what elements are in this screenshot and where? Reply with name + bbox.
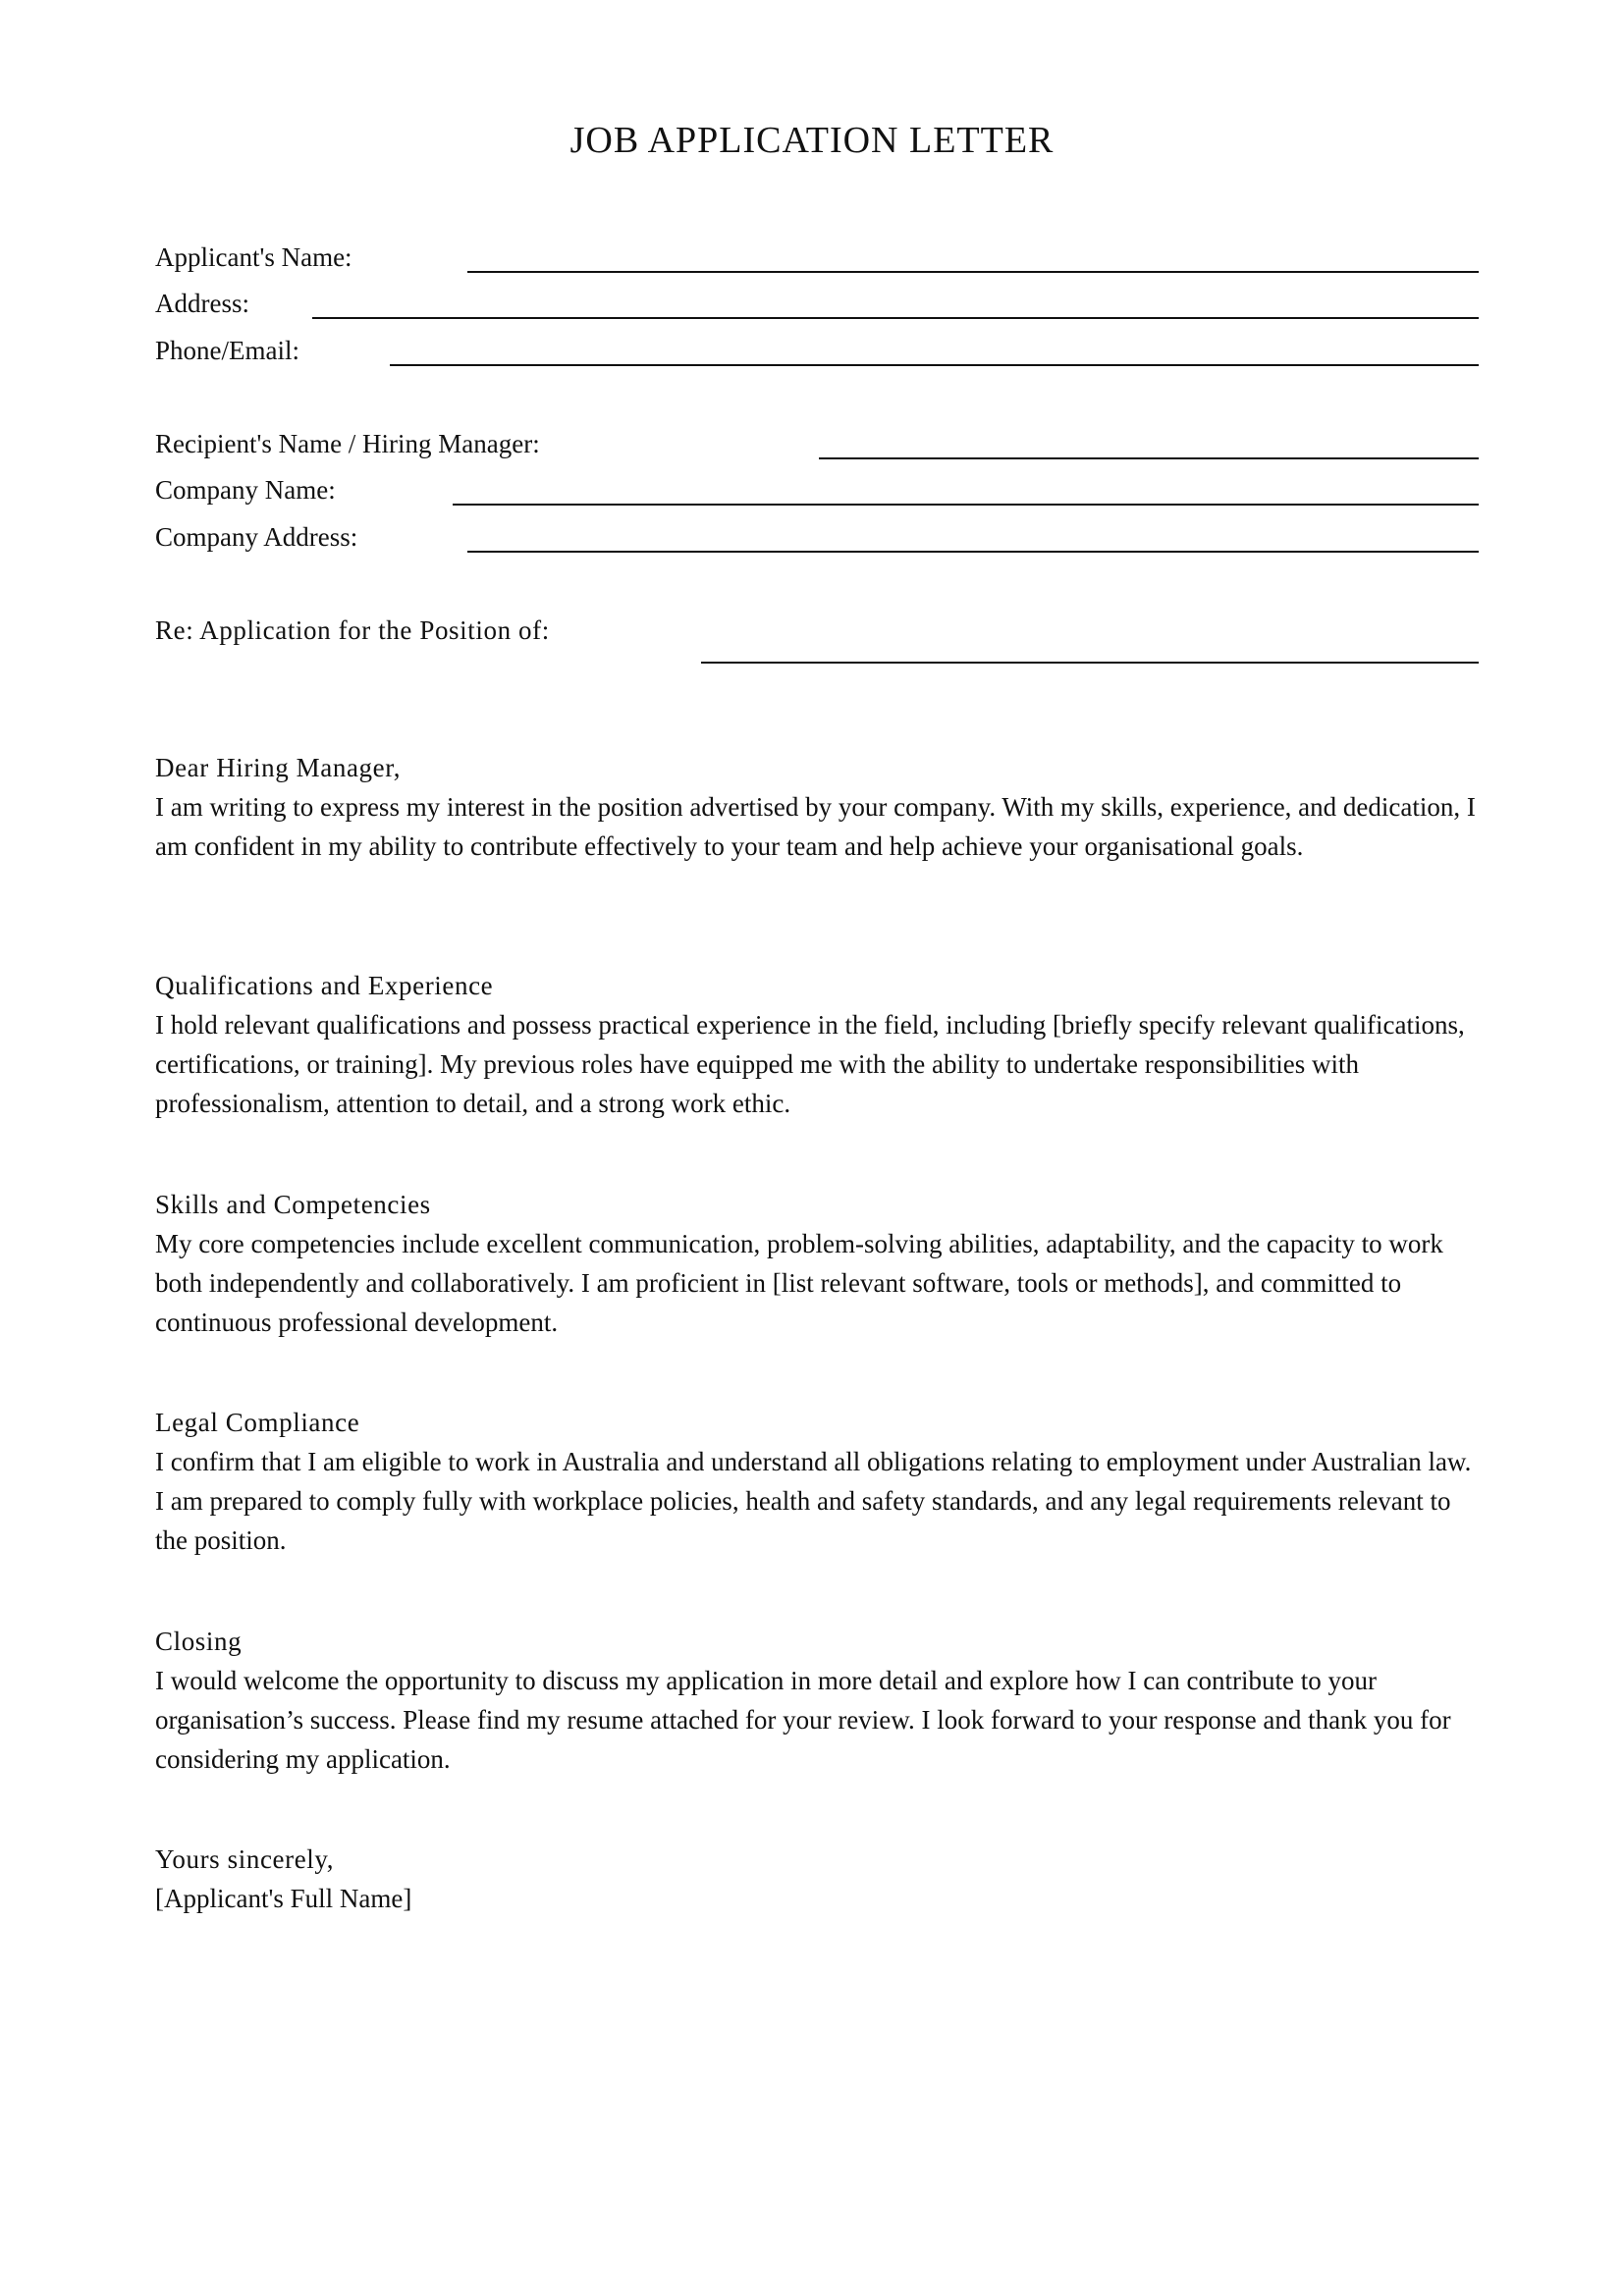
position-field	[155, 613, 1479, 667]
company-name-label: Company Name:	[155, 475, 336, 505]
intro-section	[155, 748, 1481, 866]
phone-email-label: Phone/Email:	[155, 336, 299, 365]
position-label: Re: Application for the Position of:	[155, 615, 550, 645]
company-address-label: Company Address:	[155, 522, 358, 552]
position-input-line[interactable]	[701, 662, 1479, 664]
qualifications-paragraph: I hold relevant qualifications and possess practical experience in the field, including [briefly specify relevant qualifications, certifications, or training]. My previous roles have equipped me with the ability to undertake responsibilities with professionalism, attention to detail, and a strong work ethic.	[155, 1010, 1465, 1118]
legal-compliance-paragraph: I confirm that I am eligible to work in Australia and understand all obligations relating to employment under Australian law. I am prepared to comply fully with workplace policies, health and safety standards, and any legal requirements relevant to the position.	[155, 1447, 1472, 1555]
salutation: Dear Hiring Manager,	[155, 753, 402, 782]
company-address-input-line[interactable]	[467, 551, 1479, 553]
document-title: JOB APPLICATION LETTER	[569, 120, 1055, 161]
applicant-name-field	[155, 240, 1479, 279]
company-address-field	[155, 519, 1479, 559]
recipient-label: Recipient's Name / Hiring Manager:	[155, 429, 540, 458]
closing-section	[155, 1622, 1481, 1779]
applicant-name-label: Applicant's Name:	[155, 242, 352, 272]
address-input-line[interactable]	[312, 317, 1479, 319]
address-field	[155, 286, 1479, 325]
closing-heading: Closing	[155, 1627, 243, 1656]
phone-email-input-line[interactable]	[390, 364, 1479, 366]
qualifications-section	[155, 966, 1481, 1123]
closing-paragraph: I would welcome the opportunity to discuss my application in more detail and explore how I can contribute to your organisation’s success. Please find my resume attached for your review. I look forward to your response and thank you for considering my application.	[155, 1666, 1451, 1774]
recipient-input-line[interactable]	[819, 457, 1479, 459]
legal-compliance-heading: Legal Compliance	[155, 1408, 360, 1437]
applicant-name-input-line[interactable]	[467, 271, 1479, 273]
signature-placeholder: [Applicant's Full Name]	[155, 1884, 412, 1913]
skills-heading: Skills and Competencies	[155, 1190, 431, 1219]
skills-paragraph: My core competencies include excellent communication, problem-solving abilities, adaptability, and the capacity to work both independently and collaboratively. I am proficient in [list relevant software, tools or methods], and committed to continuous professional development.	[155, 1229, 1443, 1337]
signoff: Yours sincerely,	[155, 1844, 335, 1874]
intro-paragraph: I am writing to express my interest in the position advertised by your company. With my skills, experience, and dedication, I am confident in my ability to contribute effectively to your team and help achieve your organisational goals.	[155, 792, 1476, 861]
company-name-field	[155, 472, 1479, 511]
qualifications-heading: Qualifications and Experience	[155, 971, 494, 1000]
recipient-field	[155, 426, 1479, 465]
address-label: Address:	[155, 289, 249, 318]
skills-section	[155, 1185, 1481, 1342]
company-name-input-line[interactable]	[453, 504, 1479, 506]
phone-email-field	[155, 333, 1479, 372]
signoff-section	[155, 1840, 1481, 1918]
legal-compliance-section	[155, 1403, 1481, 1560]
